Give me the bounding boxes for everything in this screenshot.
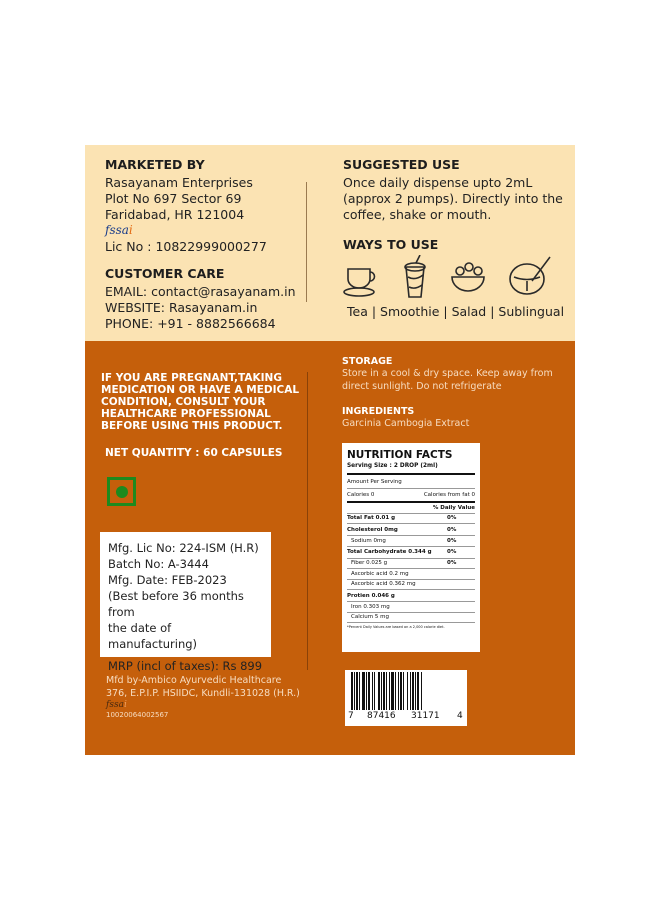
suggested-use-heading: SUGGESTED USE bbox=[343, 157, 460, 172]
mfg-license: Mfg. Lic No: 224-ISM (H.R) bbox=[108, 541, 259, 555]
barcode-bar bbox=[422, 672, 423, 710]
manufacturer-address: 376, E.P.I.P. HSIIDC, Kundli-131028 (H.R.) bbox=[106, 687, 300, 699]
nutrient-label: Protien 0.046 g bbox=[347, 592, 395, 599]
marketer-address-2: Faridabad, HR 121004 bbox=[105, 207, 245, 222]
mrp: MRP (incl of taxes): Rs 899 bbox=[108, 659, 263, 673]
barcode-digit: 4 bbox=[457, 711, 463, 721]
nutrition-footnote: *Percent Daily Values are based on a 2,000 calorie diet. bbox=[347, 625, 445, 629]
nutrient-label: Fiber 0.025 g bbox=[351, 560, 388, 567]
suggested-use-line: (approx 2 pumps). Directly into the bbox=[343, 191, 563, 206]
nutrition-facts-panel bbox=[342, 443, 480, 652]
warning-line: BEFORE USING THIS PRODUCT. bbox=[101, 420, 283, 432]
marketed-by-section bbox=[105, 157, 296, 332]
fssai-logo: fssai bbox=[105, 223, 133, 237]
nutrition-row bbox=[347, 547, 475, 559]
nutrient-dv: 0% bbox=[447, 537, 457, 544]
best-before: the date of manufacturing) bbox=[108, 621, 198, 651]
salad-icon bbox=[452, 263, 484, 291]
nutrient-label: Ascorbic acid 0.2 mg bbox=[351, 570, 409, 577]
warning-line: MEDICATION OR HAVE A MEDICAL bbox=[101, 384, 300, 396]
ways-icons bbox=[342, 255, 562, 301]
warning-line: HEALTHCARE PROFESSIONAL bbox=[101, 408, 271, 420]
nutrition-row bbox=[347, 580, 475, 591]
storage-text: direct sunlight. Do not refrigerate bbox=[342, 380, 502, 392]
marketer-name: Rasayanam Enterprises bbox=[105, 175, 253, 190]
nutrient-dv: 0% bbox=[447, 526, 457, 533]
manufacturing-info-box bbox=[100, 532, 271, 673]
ways-labels: Tea | Smoothie | Salad | Sublingual bbox=[347, 304, 565, 319]
nutrient-label: Total Fat 0.01 g bbox=[347, 515, 396, 522]
ingredients-text: Garcinia Cambogia Extract bbox=[342, 418, 470, 429]
manufacturer-info bbox=[106, 675, 300, 720]
mfg-date: Mfg. Date: FEB-2023 bbox=[108, 573, 227, 587]
nutrition-row bbox=[347, 524, 475, 536]
storage-section bbox=[342, 356, 553, 431]
veg-mark-icon bbox=[107, 477, 136, 506]
smoothie-icon bbox=[405, 255, 425, 297]
nutrition-row bbox=[347, 569, 475, 580]
storage-heading: STORAGE bbox=[342, 356, 393, 367]
barcode-digits: 87416 bbox=[367, 711, 396, 721]
nutrient-label: Cholesterol 0mg bbox=[347, 526, 398, 533]
calories-from-fat: Calories from fat 0 bbox=[423, 492, 475, 498]
nutrient-label: Calcium 5 mg bbox=[351, 614, 389, 621]
suggested-use-section bbox=[343, 157, 563, 253]
batch-number: Batch No: A-3444 bbox=[108, 557, 209, 571]
website: WEBSITE: Rasayanam.in bbox=[105, 300, 258, 315]
manufacturer-license: 10020064002567 bbox=[106, 711, 169, 719]
suggested-use-line: Once daily dispense upto 2mL bbox=[343, 175, 533, 190]
nutrient-label: Sodium 0mg bbox=[351, 537, 386, 544]
marketed-by-heading: MARKETED BY bbox=[105, 157, 205, 172]
barcode bbox=[345, 670, 467, 726]
phone: PHONE: +91 - 8882566684 bbox=[105, 316, 276, 331]
customer-care-heading: CUSTOMER CARE bbox=[105, 266, 225, 281]
fssai-license: Lic No : 10822999000277 bbox=[105, 239, 267, 254]
daily-value-header: % Daily Value bbox=[432, 504, 475, 511]
nutrient-dv: 0% bbox=[447, 549, 457, 555]
nutrient-label: Total Carbohydrate 0.344 g bbox=[347, 549, 432, 555]
barcode-digits: 31171 bbox=[411, 711, 440, 721]
ingredients-heading: INGREDIENTS bbox=[342, 406, 415, 417]
nutrition-row bbox=[347, 559, 475, 570]
nutrient-dv: 0% bbox=[447, 560, 457, 567]
fssai-logo: fssai bbox=[106, 700, 127, 710]
storage-text: Store in a cool & dry space. Keep away from bbox=[342, 368, 553, 379]
barcode-digit: 7 bbox=[348, 711, 354, 721]
divider bbox=[307, 372, 308, 670]
suggested-use-line: coffee, shake or mouth. bbox=[343, 207, 492, 222]
warning-line: IF YOU ARE PREGNANT,TAKING bbox=[101, 372, 282, 384]
sublingual-icon bbox=[510, 257, 550, 294]
nutrition-title: NUTRITION FACTS bbox=[347, 449, 453, 461]
nutrition-row bbox=[347, 613, 475, 624]
marketer-address-1: Plot No 697 Sector 69 bbox=[105, 191, 242, 206]
ways-to-use-heading: WAYS TO USE bbox=[343, 237, 439, 252]
calories: Calories 0 bbox=[347, 492, 375, 498]
nutrient-label: Iron 0.303 mg bbox=[351, 603, 390, 610]
manufacturer-name: Mfd by-Ambico Ayurvedic Healthcare bbox=[106, 675, 282, 686]
net-quantity: NET QUANTITY : 60 CAPSULES bbox=[105, 447, 283, 459]
warning-text bbox=[101, 372, 299, 432]
amount-per-serving: Amount Per Serving bbox=[347, 478, 402, 485]
nutrition-row bbox=[347, 602, 475, 613]
nutrition-row bbox=[347, 514, 475, 525]
serving-size: Serving Size : 2 DROP (2ml) bbox=[347, 463, 475, 475]
best-before: (Best before 36 months from bbox=[108, 589, 244, 619]
nutrition-row bbox=[347, 536, 475, 547]
nutrient-dv: 0% bbox=[447, 515, 457, 522]
tea-cup-icon bbox=[344, 269, 374, 296]
email: EMAIL: contact@rasayanam.in bbox=[105, 284, 296, 299]
nutrient-label: Ascorbic acid 0.362 mg bbox=[351, 581, 416, 588]
divider bbox=[306, 182, 307, 302]
nutrition-row bbox=[347, 590, 475, 602]
warning-line: CONDITION, CONSULT YOUR bbox=[101, 396, 266, 408]
